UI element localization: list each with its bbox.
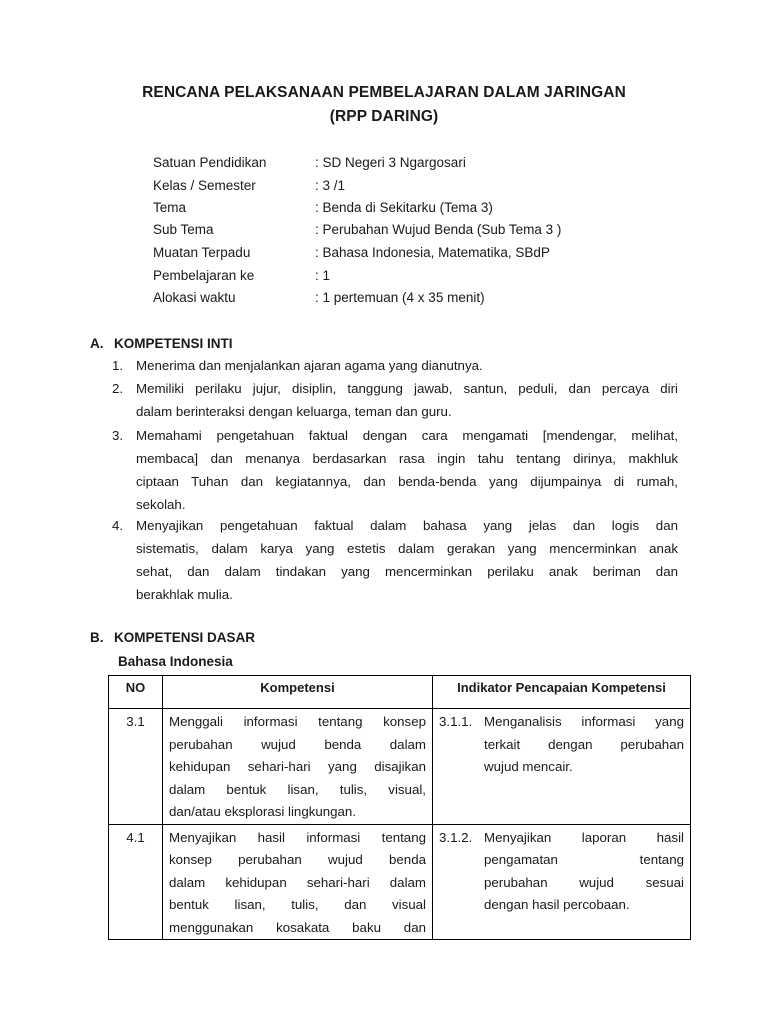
cell-line: wujud mencair. [484,759,573,774]
list-line: Memiliki perilaku jujur, disiplin, tanggung jawab, santun, peduli, dan percaya diri [136,381,678,396]
cell-line: kehidupan sehari-hari yang disajikan [169,759,426,774]
cell-line: dan/atau eksplorasi lingkungan. [169,804,357,819]
list-line: sekolah. [136,497,186,512]
indikator-cell [433,709,691,825]
document-title: RENCANA PELAKSANAAN PEMBELAJARAN DALAM JARINGAN [142,84,626,101]
cell-line: dalam bentuk lisan, tulis, visual, [169,781,426,797]
row-number: 3.1 [109,709,163,825]
identity-label: Satuan Pendidikan [153,155,267,170]
indikator-number: 3.1.2. [439,829,473,845]
cell-line: terkait dengan perubahan [484,736,684,752]
list-number: 3. [112,428,124,443]
kompetensi-cell [163,709,433,825]
cell-line: konsep perubahan wujud benda [169,852,426,867]
header-no: NO [109,676,163,709]
identity-value: : 1 pertemuan (4 x 35 menit) [315,290,485,305]
identity-value: : 3 /1 [315,178,346,193]
cell-line: perubahan wujud sesuai [484,874,684,890]
document-subtitle: (RPP DARING) [329,108,439,125]
cell-line: bentuk lisan, tulis, dan visual [169,897,426,912]
section-a-heading [90,336,233,351]
cell-line: menggunakan kosakata baku dan [169,919,426,935]
list-line: ciptaan Tuhan dan kegiatannya, dan benda-benda yang dijumpainya di rumah, [136,474,678,489]
identity-label: Sub Tema [153,222,214,237]
identity-label: Alokasi waktu [153,290,236,305]
list-line: Menerima dan menjalankan ajaran agama yang dianutnya. [136,358,483,373]
subject-heading: Bahasa Indonesia [118,654,233,669]
section-title: KOMPETENSI INTI [114,336,233,351]
identity-label: Kelas / Semester [153,178,256,193]
indikator-number: 3.1.1. [439,714,473,729]
cell-line: pengamatan tentang [484,852,684,867]
identity-label: Muatan Terpadu [153,245,251,260]
list-line: membaca] dan menanya berdasarkan rasa ingin tahu tentang dirinya, makhluk [136,451,678,466]
cell-line: Menggali informasi tentang konsep [169,714,426,729]
identity-value: : Bahasa Indonesia, Matematika, SBdP [315,245,550,260]
list-line: Menyajikan pengetahuan faktual dalam bahasa yang jelas dan logis dan [136,518,678,533]
list-line: sehat, dan dalam tindakan yang mencerminkan perilaku anak beriman dan [136,564,678,579]
header-kompetensi: Kompetensi [163,676,433,709]
table-header-row [109,676,691,709]
row-number: 4.1 [109,824,163,940]
section-title: KOMPETENSI DASAR [114,630,256,645]
cell-line: Menyajikan hasil informasi tentang [169,829,426,845]
cell-line: Menganalisis informasi yang [484,714,684,729]
identity-value: : SD Negeri 3 Ngargosari [315,155,466,170]
indikator-cell [433,824,691,940]
cell-line: Menyajikan laporan hasil [484,829,684,845]
list-number: 1. [112,358,124,373]
list-line: Memahami pengetahuan faktual dengan cara mengamati [mendengar, melihat, [136,428,678,443]
identity-value: : 1 [315,268,331,283]
header-indikator: Indikator Pencapaian Kompetensi [433,676,691,709]
section-letter: A. [90,336,104,351]
identity-label: Pembelajaran ke [153,268,255,283]
list-line: berakhlak mulia. [136,587,233,602]
cell-line: dengan hasil percobaan. [484,897,630,912]
identity-value: : Perubahan Wujud Benda (Sub Tema 3 ) [315,222,562,237]
cell-line: perubahan wujud benda dalam [169,736,426,752]
list-line: sistematis, dalam karya yang estetis dalam gerakan yang mencerminkan anak [136,541,678,556]
section-b-heading [90,630,255,645]
cell-line: dalam kehidupan sehari-hari dalam [169,874,426,890]
section-letter: B. [90,630,104,645]
identity-value: : Benda di Sekitarku (Tema 3) [315,200,493,215]
list-number: 4. [112,518,124,533]
identity-label: Tema [153,200,187,215]
table-row [109,709,691,825]
kompetensi-cell [163,824,433,940]
list-number: 2. [112,381,124,396]
competency-table [108,675,691,940]
table-row [109,824,691,940]
list-line: dalam berinteraksi dengan keluarga, teman dan guru. [136,404,452,419]
